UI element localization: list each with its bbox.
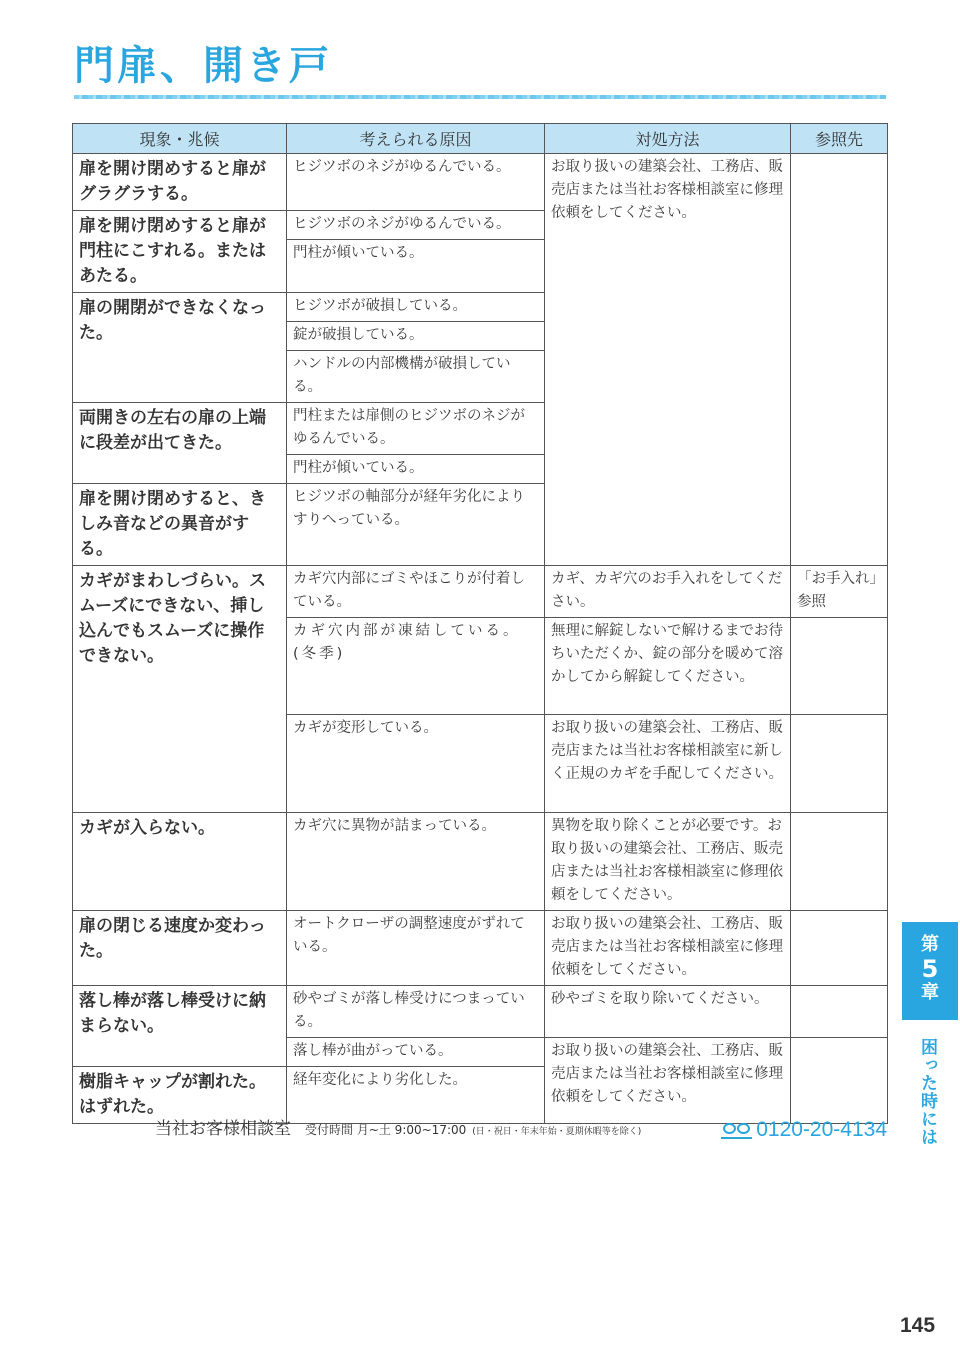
table-row: [73, 154, 888, 211]
cause-cell: 門柱または扉側のヒジツボのネジがゆるんでいる。: [287, 403, 545, 455]
cause-cell: ハンドルの内部機構が破損している。: [287, 351, 545, 403]
phenomenon-cell: 両開きの左右の扉の上端に段差が出てきた。: [73, 403, 287, 484]
cause-cell: オートクローザの調整速度がずれている。: [287, 911, 545, 986]
phenomenon-cell: 樹脂キャップが割れた。はずれた。: [73, 1067, 287, 1124]
header-cause: 考えられる原因: [287, 124, 545, 154]
header-phenomenon: 現象・兆候: [73, 124, 287, 154]
remedy-cell: カギ、カギ穴のお手入れをしてください。: [545, 566, 791, 618]
remedy-cell: お取り扱いの建築会社、工務店、販売店または当社お客様相談室に修理依頼をしてください。: [545, 154, 791, 566]
phone-number: 0120-20-4134: [756, 1117, 887, 1141]
table-row: [73, 566, 888, 618]
reference-cell: [791, 813, 888, 911]
reference-cell: [791, 911, 888, 986]
table-row: [73, 911, 888, 986]
chapter-suffix: 章: [921, 982, 939, 1003]
support-center-name: 当社お客様相談室: [155, 1119, 291, 1139]
cause-cell: カギ穴内部にゴミやほこりが付着している。: [287, 566, 545, 618]
page-number: 145: [900, 1314, 936, 1337]
cause-cell: 経年変化により劣化した。: [287, 1067, 545, 1124]
header-remedy: 対処方法: [545, 124, 791, 154]
chapter-tab: [902, 922, 958, 1020]
cause-cell: 門柱が傾いている。: [287, 455, 545, 484]
remedy-cell: お取り扱いの建築会社、工務店、販売店または当社お客様相談室に新しく正規のカギを手配してください。: [545, 715, 791, 813]
support-hours: 受付時間 月~土 9:00~17:00: [305, 1123, 467, 1137]
reference-cell: [791, 618, 888, 715]
page-title: 門扉、開き戸: [74, 43, 332, 89]
cause-cell: 門柱が傾いている。: [287, 240, 545, 293]
reference-cell: [791, 715, 888, 813]
cause-cell: カギ穴内部が凍結している。(冬季): [287, 618, 545, 715]
phenomenon-cell: 落し棒が落し棒受けに納まらない。: [73, 986, 287, 1067]
header-reference: 参照先: [791, 124, 888, 154]
cause-cell: ヒジツボのネジがゆるんでいる。: [287, 211, 545, 240]
freedial-icon: [721, 1121, 752, 1139]
remedy-cell: 異物を取り除くことが必要です。お取り扱いの建築会社、工務店、販売店または当社お客様相談室に修理依頼をしてください。: [545, 813, 791, 911]
contact-footer: [155, 1114, 887, 1142]
cause-cell: 落し棒が曲がっている。: [287, 1038, 545, 1067]
reference-cell: [791, 986, 888, 1038]
reference-cell: [791, 154, 888, 566]
phenomenon-cell: カギがまわしづらい。スムーズにできない、挿し込んでもスムーズに操作できない。: [73, 566, 287, 813]
table-header-row: [73, 124, 888, 154]
chapter-number: 5: [921, 955, 939, 983]
cause-cell: ヒジツボのネジがゆるんでいる。: [287, 154, 545, 211]
chapter-title: 困った時には: [917, 1038, 937, 1146]
free-dial: [721, 1118, 887, 1142]
phenomenon-cell: 扉の閉じる速度か変わった。: [73, 911, 287, 986]
reference-cell: 「お手入れ」参照: [791, 566, 888, 618]
cause-cell: 錠が破損している。: [287, 322, 545, 351]
chapter-prefix: 第: [921, 934, 939, 955]
phenomenon-cell: カギが入らない。: [73, 813, 287, 911]
cause-cell: カギ穴に異物が詰まっている。: [287, 813, 545, 911]
cause-cell: ヒジツボが破損している。: [287, 293, 545, 322]
support-hours-note: (日・祝日・年末年始・夏期休暇等を除く): [472, 1127, 642, 1137]
phenomenon-cell: 扉を開け閉めすると扉が門柱にこすれる。またはあたる。: [73, 211, 287, 293]
cause-cell: 砂やゴミが落し棒受けにつまっている。: [287, 986, 545, 1038]
remedy-cell: 無理に解錠しないで解けるまでお待ちいただくか、錠の部分を暖めて溶かしてから解錠してください。: [545, 618, 791, 715]
table-row: [73, 813, 888, 911]
remedy-cell: お取り扱いの建築会社、工務店、販売店または当社お客様相談室に修理依頼をしてください。: [545, 1038, 791, 1124]
cause-cell: ヒジツボの軸部分が経年劣化によりすりへっている。: [287, 484, 545, 566]
phenomenon-cell: 扉の開閉ができなくなった。: [73, 293, 287, 403]
cause-cell: カギが変形している。: [287, 715, 545, 813]
remedy-cell: 砂やゴミを取り除いてください。: [545, 986, 791, 1038]
troubleshooting-table: [72, 123, 888, 1124]
reference-cell: [791, 1038, 888, 1124]
remedy-cell: お取り扱いの建築会社、工務店、販売店または当社お客様相談室に修理依頼をしてください。: [545, 911, 791, 986]
phenomenon-cell: 扉を開け閉めすると、きしみ音などの異音がする。: [73, 484, 287, 566]
phenomenon-cell: 扉を開け閉めすると扉がグラグラする。: [73, 154, 287, 211]
table-row: [73, 986, 888, 1038]
title-underline: [74, 95, 886, 99]
